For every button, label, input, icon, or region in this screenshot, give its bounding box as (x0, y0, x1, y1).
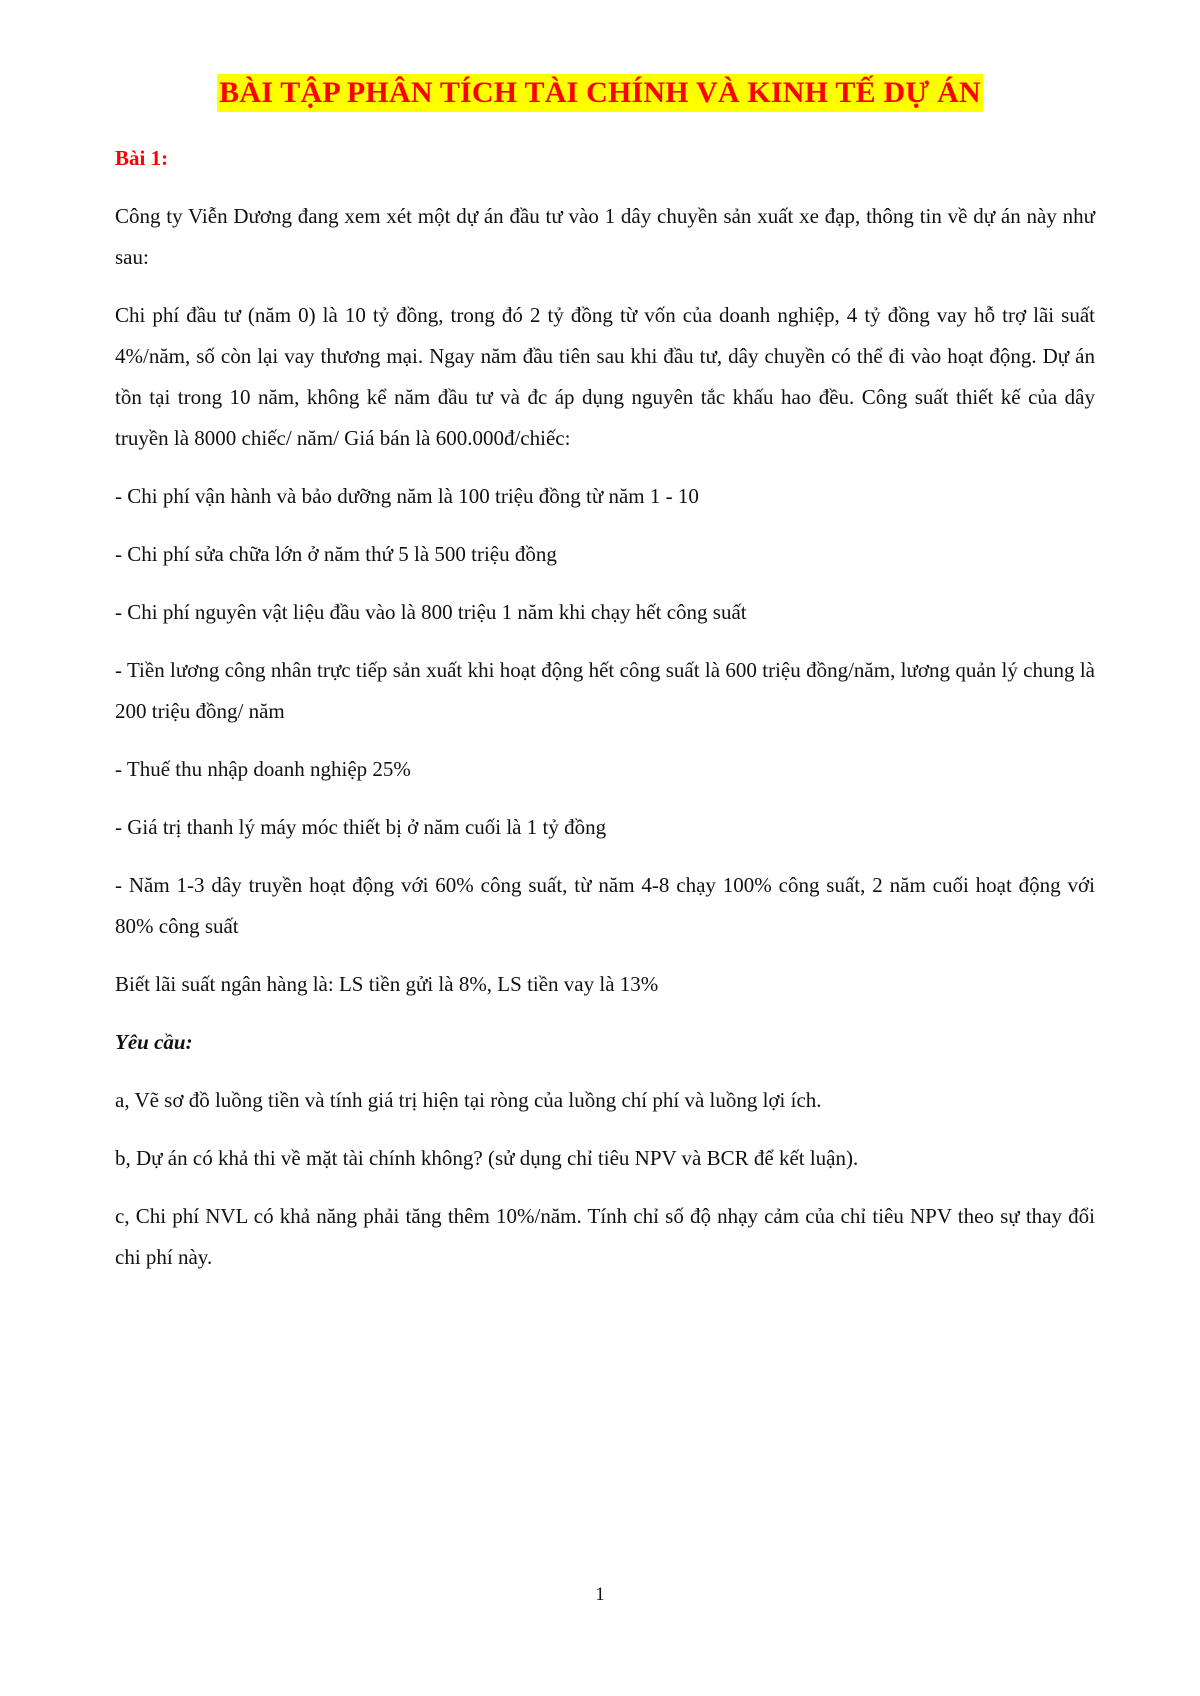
bullet-operating-cost: - Chi phí vận hành và bảo dưỡng năm là 100 triệu đồng từ năm 1 - 10 (115, 484, 699, 508)
document-body (115, 138, 1095, 1295)
requirement-a: a, Vẽ sơ đồ luồng tiền và tính giá trị hiện tại ròng của luồng chí phí và luồng lợi ích. (115, 1088, 822, 1112)
paragraph-interest-rates: Biết lãi suất ngân hàng là: LS tiền gửi là 8%, LS tiền vay là 13% (115, 972, 659, 996)
title-wrapper (0, 74, 1200, 112)
requirement-c: c, Chi phí NVL có khả năng phải tăng thêm 10%/năm. Tính chỉ số độ nhạy cảm của chỉ tiêu NPV theo sự thay đổi chi phí này. (115, 1204, 1095, 1269)
bullet-wages: - Tiền lương công nhân trực tiếp sản xuất khi hoạt động hết công suất là 600 triệu đồng/năm, lương quản lý chung là 200 triệu đồng/ năm (115, 658, 1095, 723)
bullet-repair-cost: - Chi phí sửa chữa lớn ở năm thứ 5 là 500 triệu đồng (115, 542, 557, 566)
paragraph-investment: Chi phí đầu tư (năm 0) là 10 tỷ đồng, trong đó 2 tỷ đồng từ vốn của doanh nghiệp, 4 tỷ đồng vay hỗ trợ lãi suất 4%/năm, số còn lại vay thương mại. Ngay năm đầu tiên sau khi đầu tư, dây chuyền có thể đi vào hoạt động. Dự án tồn tại trong 10 năm, không kể năm đầu tư và đc áp dụng nguyên tắc khấu hao đều. Công suất thiết kế của dây truyền là 8000 chiếc/ năm/ Giá bán là 600.000đ/chiếc: (115, 303, 1095, 450)
paragraph-intro: Công ty Viễn Dương đang xem xét một dự án đầu tư vào 1 dây chuyền sản xuất xe đạp, thông tin về dự án này như sau: (115, 204, 1095, 269)
bullet-capacity: - Năm 1-3 dây truyền hoạt động với 60% công suất, từ năm 4-8 chạy 100% công suất, 2 năm cuối hoạt động với 80% công suất (115, 873, 1095, 938)
requirements-heading: Yêu cầu: (115, 1030, 193, 1054)
page-number: 1 (595, 1584, 605, 1605)
requirement-b: b, Dự án có khả thi về mặt tài chính không? (sử dụng chỉ tiêu NPV và BCR để kết luận). (115, 1146, 859, 1170)
bullet-salvage-value: - Giá trị thanh lý máy móc thiết bị ở năm cuối là 1 tỷ đồng (115, 815, 607, 839)
exercise-heading: Bài 1: (115, 146, 169, 170)
document-title: BÀI TẬP PHÂN TÍCH TÀI CHÍNH VÀ KINH TẾ DỰ ÁN (217, 74, 983, 112)
bullet-material-cost: - Chi phí nguyên vật liệu đầu vào là 800 triệu 1 năm khi chạy hết công suất (115, 600, 747, 624)
bullet-tax: - Thuế thu nhập doanh nghiệp 25% (115, 757, 411, 781)
